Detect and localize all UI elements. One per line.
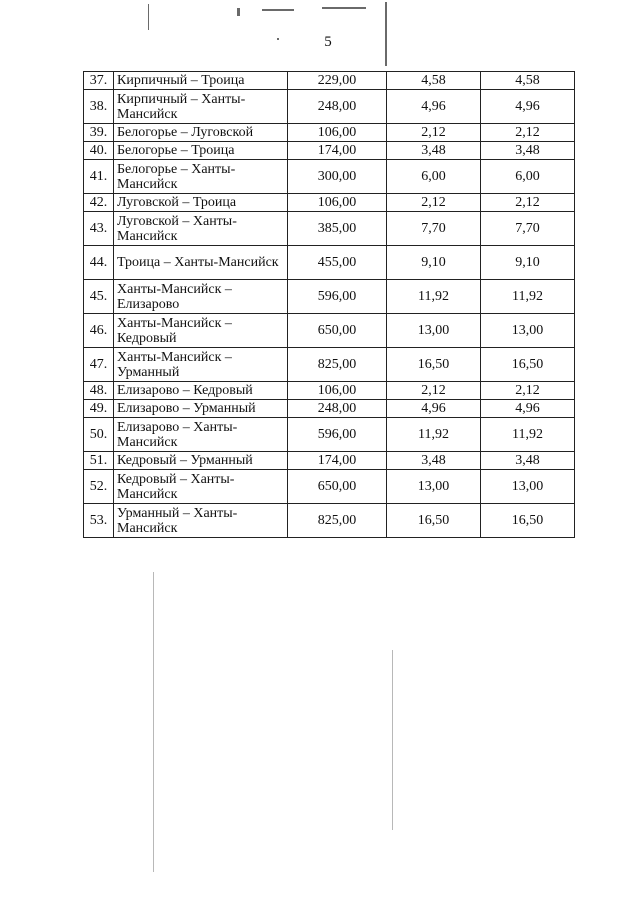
row-number-cell: 41. (84, 160, 114, 194)
table-row (84, 160, 575, 194)
scan-artifact-top-2 (237, 8, 240, 16)
row-number-cell: 53. (84, 504, 114, 538)
row-number-cell: 50. (84, 418, 114, 452)
distance-cell: 174,00 (288, 452, 387, 470)
distance-cell: 650,00 (288, 470, 387, 504)
fare-alt-cell: 16,50 (481, 348, 575, 382)
fare-table-body (84, 72, 575, 538)
fare-cell: 7,70 (387, 212, 481, 246)
route-cell: Луговской – Ханты-Мансийск (114, 212, 288, 246)
fare-cell: 3,48 (387, 452, 481, 470)
table-row (84, 124, 575, 142)
row-number-cell: 47. (84, 348, 114, 382)
fare-cell: 16,50 (387, 348, 481, 382)
row-number-cell: 45. (84, 280, 114, 314)
route-cell: Урманный – Ханты-Мансийск (114, 504, 288, 538)
route-cell: Ханты-Мансийск – Урманный (114, 348, 288, 382)
distance-cell: 385,00 (288, 212, 387, 246)
route-cell: Елизарово – Ханты-Мансийск (114, 418, 288, 452)
fare-alt-cell: 16,50 (481, 504, 575, 538)
table-row (84, 382, 575, 400)
route-cell: Троица – Ханты-Мансийск (114, 246, 288, 280)
route-cell: Кедровый – Ханты-Мансийск (114, 470, 288, 504)
route-cell: Луговской – Троица (114, 194, 288, 212)
fare-alt-cell: 9,10 (481, 246, 575, 280)
distance-cell: 650,00 (288, 314, 387, 348)
scan-artifact-top-1 (148, 4, 149, 30)
fare-cell: 2,12 (387, 194, 481, 212)
row-number-cell: 37. (84, 72, 114, 90)
table-row (84, 142, 575, 160)
route-cell: Кедровый – Урманный (114, 452, 288, 470)
fare-cell: 6,00 (387, 160, 481, 194)
fare-cell: 4,96 (387, 400, 481, 418)
table-row (84, 418, 575, 452)
table-row (84, 470, 575, 504)
route-cell: Кирпичный – Ханты-Мансийск (114, 90, 288, 124)
row-number-cell: 42. (84, 194, 114, 212)
row-number-cell: 49. (84, 400, 114, 418)
route-cell: Елизарово – Урманный (114, 400, 288, 418)
fare-alt-cell: 3,48 (481, 142, 575, 160)
table-row (84, 212, 575, 246)
scan-noise-line-1 (153, 572, 154, 872)
row-number-cell: 52. (84, 470, 114, 504)
fare-cell: 13,00 (387, 314, 481, 348)
scan-artifact-top-4 (322, 7, 366, 9)
distance-cell: 229,00 (288, 72, 387, 90)
fare-alt-cell: 13,00 (481, 314, 575, 348)
table-row (84, 90, 575, 124)
route-cell: Белогорье – Луговской (114, 124, 288, 142)
table-row (84, 194, 575, 212)
distance-cell: 825,00 (288, 504, 387, 538)
distance-cell: 248,00 (288, 400, 387, 418)
row-number-cell: 44. (84, 246, 114, 280)
row-number-cell: 48. (84, 382, 114, 400)
route-cell: Ханты-Мансийск – Кедровый (114, 314, 288, 348)
distance-cell: 596,00 (288, 418, 387, 452)
table-row (84, 246, 575, 280)
distance-cell: 106,00 (288, 382, 387, 400)
distance-cell: 825,00 (288, 348, 387, 382)
fare-cell: 3,48 (387, 142, 481, 160)
row-number-cell: 39. (84, 124, 114, 142)
scan-noise-line-2 (392, 650, 393, 830)
row-number-cell: 51. (84, 452, 114, 470)
scan-artifact-top-3 (262, 9, 294, 11)
route-cell: Белогорье – Троица (114, 142, 288, 160)
fare-alt-cell: 2,12 (481, 382, 575, 400)
fare-cell: 13,00 (387, 470, 481, 504)
distance-cell: 455,00 (288, 246, 387, 280)
fare-alt-cell: 2,12 (481, 194, 575, 212)
table-row (84, 280, 575, 314)
fare-alt-cell: 6,00 (481, 160, 575, 194)
distance-cell: 106,00 (288, 124, 387, 142)
route-cell: Ханты-Мансийск – Елизарово (114, 280, 288, 314)
table-row (84, 504, 575, 538)
fare-cell: 16,50 (387, 504, 481, 538)
fare-cell: 4,58 (387, 72, 481, 90)
route-cell: Кирпичный – Троица (114, 72, 288, 90)
distance-cell: 248,00 (288, 90, 387, 124)
fare-table (83, 71, 575, 538)
page-number: 5 (324, 34, 332, 50)
table-row (84, 452, 575, 470)
fare-cell: 4,96 (387, 90, 481, 124)
table-row (84, 72, 575, 90)
row-number-cell: 40. (84, 142, 114, 160)
row-number-cell: 38. (84, 90, 114, 124)
fare-cell: 2,12 (387, 124, 481, 142)
row-number-cell: 46. (84, 314, 114, 348)
table-row (84, 314, 575, 348)
fare-alt-cell: 13,00 (481, 470, 575, 504)
table-row (84, 348, 575, 382)
fare-alt-cell: 2,12 (481, 124, 575, 142)
fare-cell: 9,10 (387, 246, 481, 280)
fare-alt-cell: 7,70 (481, 212, 575, 246)
distance-cell: 106,00 (288, 194, 387, 212)
fare-alt-cell: 11,92 (481, 418, 575, 452)
table-row (84, 400, 575, 418)
row-number-cell: 43. (84, 212, 114, 246)
fare-alt-cell: 4,58 (481, 72, 575, 90)
route-cell: Елизарово – Кедровый (114, 382, 288, 400)
fare-alt-cell: 3,48 (481, 452, 575, 470)
fare-cell: 2,12 (387, 382, 481, 400)
distance-cell: 300,00 (288, 160, 387, 194)
fare-cell: 11,92 (387, 418, 481, 452)
fare-cell: 11,92 (387, 280, 481, 314)
fare-alt-cell: 11,92 (481, 280, 575, 314)
distance-cell: 596,00 (288, 280, 387, 314)
route-cell: Белогорье – Ханты-Мансийск (114, 160, 288, 194)
distance-cell: 174,00 (288, 142, 387, 160)
fare-alt-cell: 4,96 (481, 400, 575, 418)
fare-alt-cell: 4,96 (481, 90, 575, 124)
